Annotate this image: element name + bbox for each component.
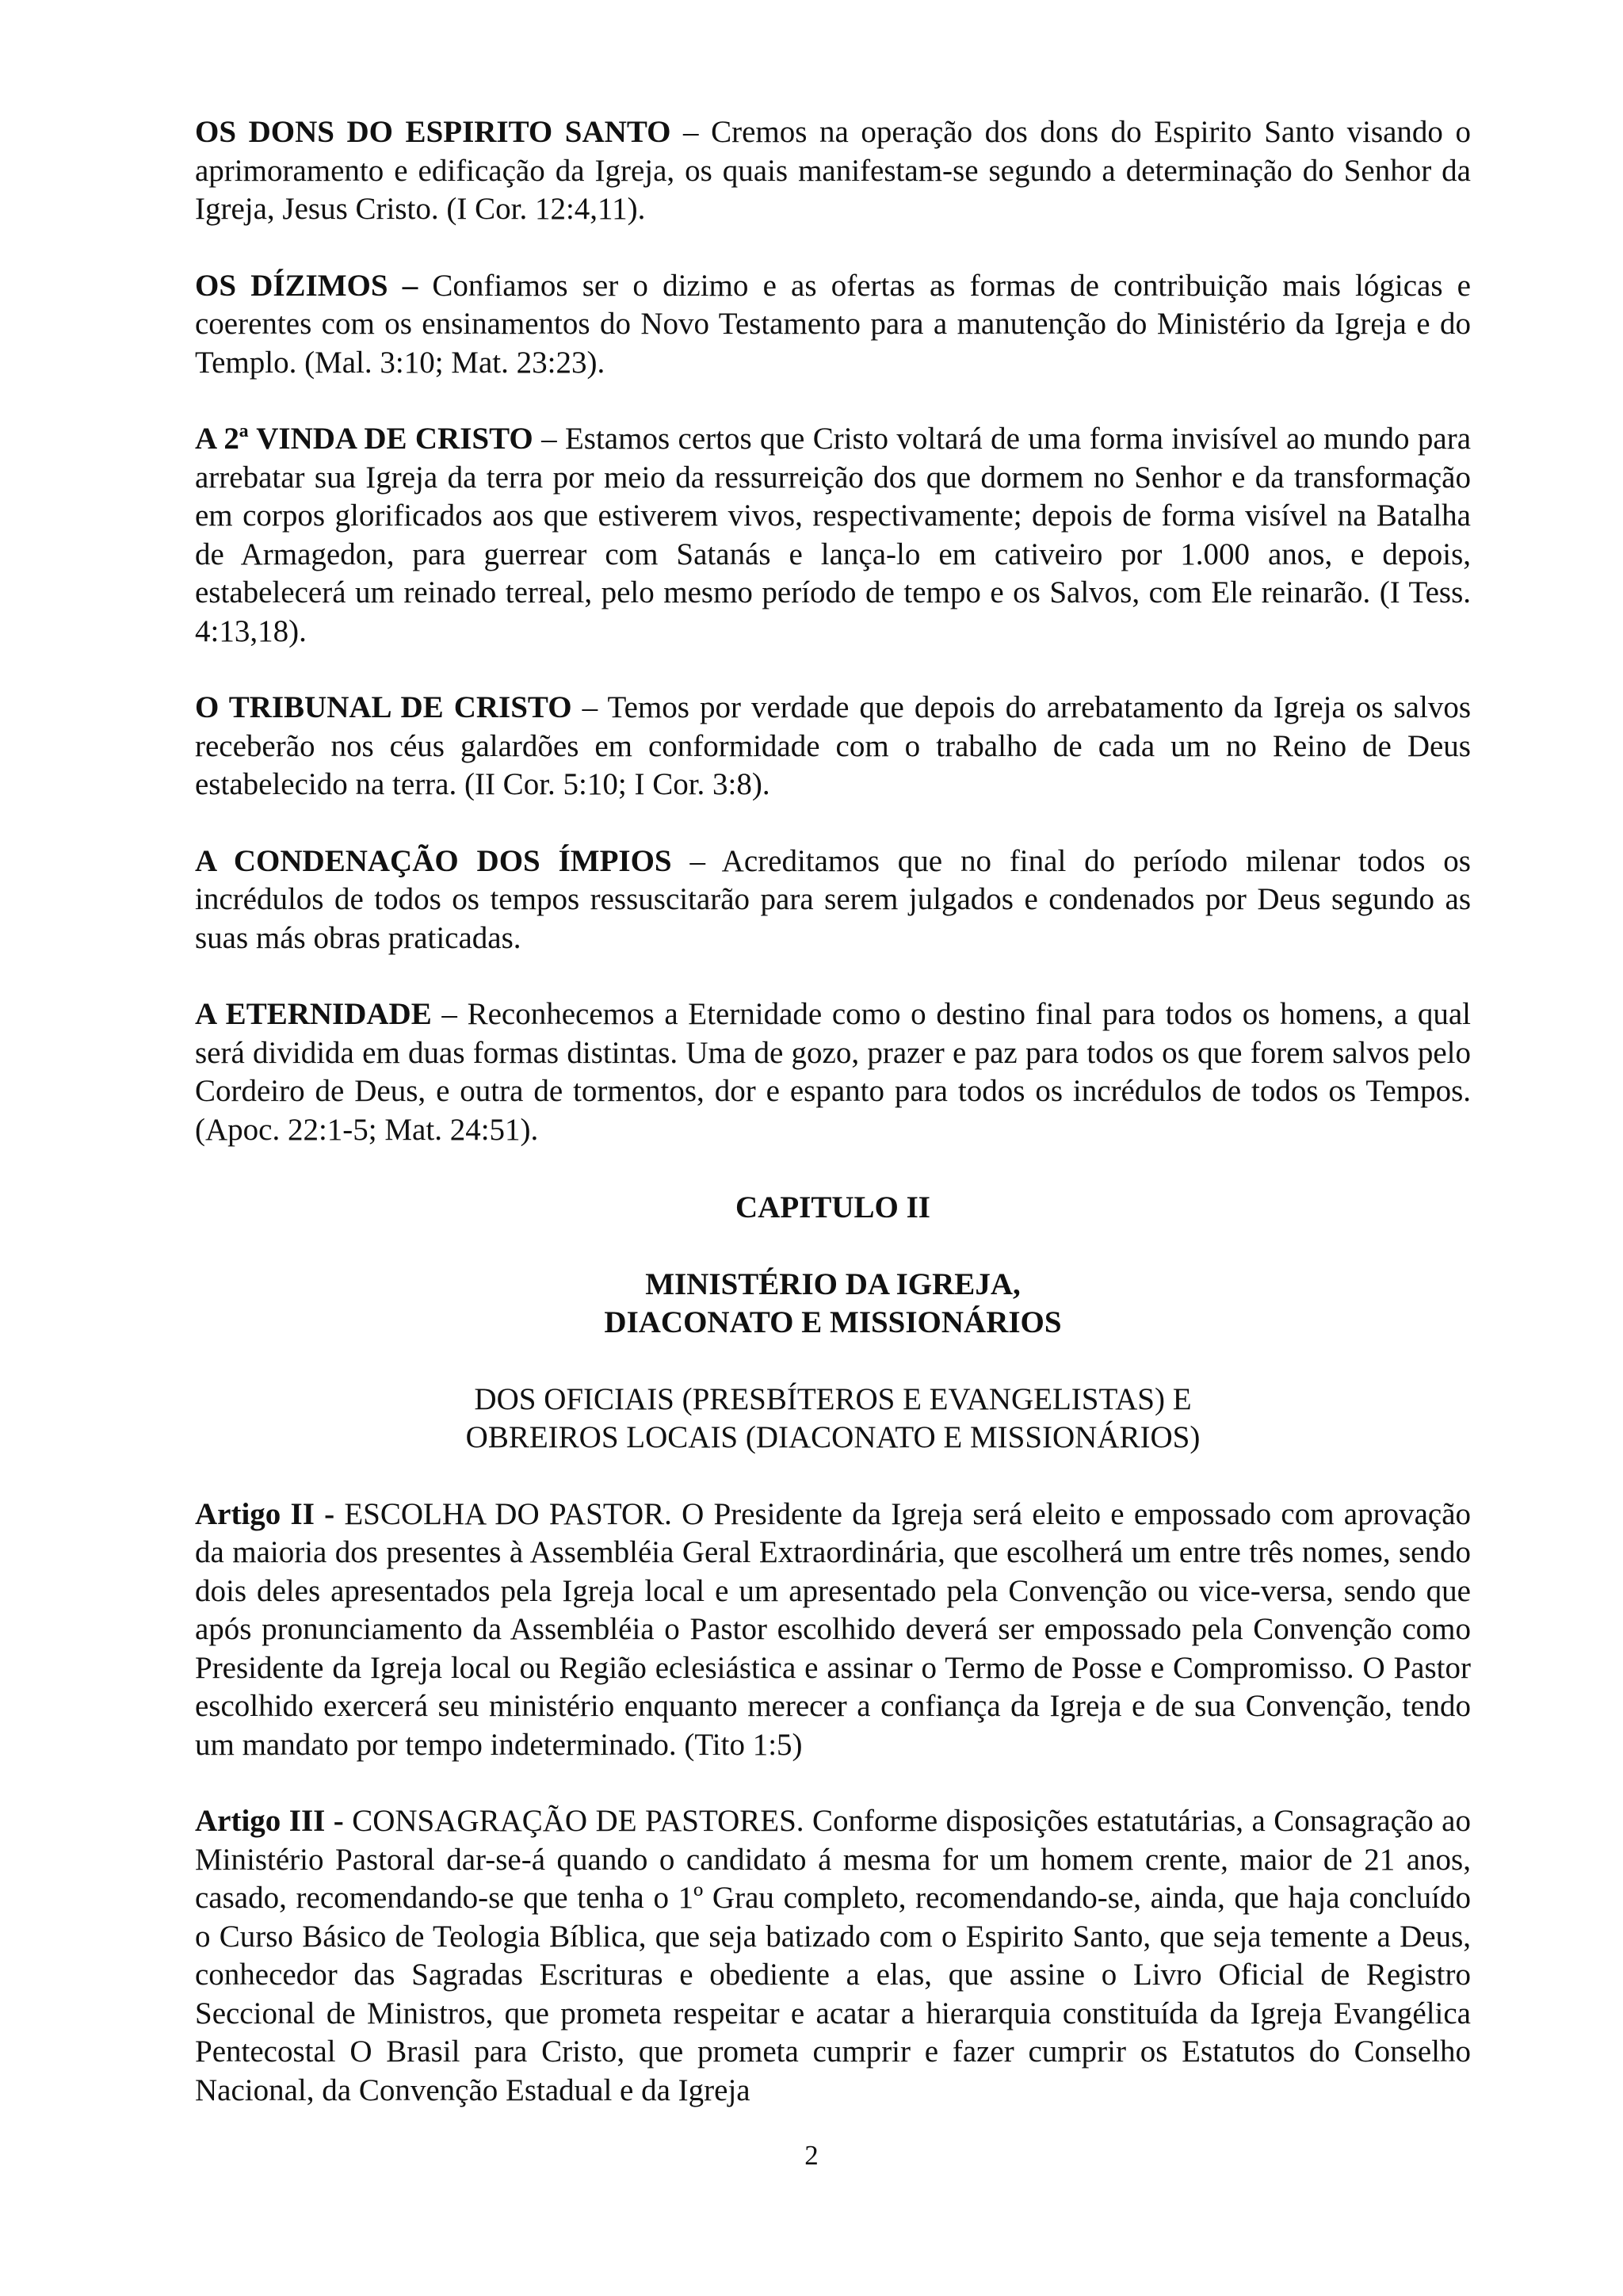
document-page <box>195 113 1471 2148</box>
paragraph-heading: A 2ª VINDA DE CRISTO <box>195 422 533 456</box>
chapter-subtitle-line: MINISTÉRIO DA IGREJA, <box>645 1266 1021 1301</box>
paragraph-body: – Estamos certos que Cristo voltará de uma forma invisível ao mundo para arrebatar sua Igreja da terra por meio da ressurreição dos que dormem no Senhor e da transformação em corpos glorificados aos que estiverem vivos, respectivamente; depois de forma visível na Batalha de Armagedon, para guerrear com Satanás e lança-lo em cativeiro por 1.000 anos, e depois, estabelecerá um reinado terreal, pelo mesmo período de tempo e os Salvos, com Ele reinarão. (I Tess. 4:13,18). <box>195 422 1472 648</box>
paragraph-heading: A ETERNIDADE <box>195 997 432 1031</box>
paragraph-body: Confiamos ser o dizimo e as ofertas as formas de contribuição mais lógicas e coerentes com os ensinamentos do Novo Testamento para a manutenção do Ministério da Igreja e do Templo. (Mal. 3:10; Mat. 23:23). <box>195 268 1471 380</box>
paragraph-dons-espirito-santo <box>195 113 1471 229</box>
chapter-subtitle-line: DIACONATO E MISSIONÁRIOS <box>604 1305 1062 1339</box>
paragraph-body: – Acreditamos que no final do período milenar todos os incrédulos de todos os tempos ressuscitarão para serem julgados e condenados por Deus segundo as suas más obras praticadas. <box>195 843 1471 955</box>
section-heading-line: DOS OFICIAIS (PRESBÍTEROS E EVANGELISTAS) E <box>474 1381 1192 1416</box>
paragraph-heading: OS DÍZIMOS – <box>195 268 418 303</box>
paragraph-body: – Cremos na operação dos dons do Espirito Santo visando o aprimoramento e edificação da Igreja, os quais manifestam-se segundo a determinação do Senhor da Igreja, Jesus Cristo. (I Cor. 12:4,11). <box>195 115 1471 226</box>
article-body: ESCOLHA DO PASTOR. O Presidente da Igreja será eleito e empossado com aprovação da maioria dos presentes à Assembléia Geral Extraordinária, que escolherá um entre três nomes, sendo dois deles apresentados pela Igreja local e um apresentado pela Convenção ou vice-versa, sendo que após pronunciamento da Assembléia o Pastor escolhido deverá ser empossado pela Convenção como Presidente da Igreja local ou Região eclesiástica e assinar o Termo de Posse e Compromisso. O Pastor escolhido exercerá seu ministério enquanto merecer a confiança da Igreja e de sua Convenção, tendo um mandato por tempo indeterminado. (Tito 1:5) <box>195 1496 1472 1762</box>
paragraph-condenacao-impios <box>195 842 1471 958</box>
paragraph-heading: O TRIBUNAL DE CRISTO <box>195 690 572 724</box>
chapter-header <box>195 1189 1471 1457</box>
article-label: Artigo II - <box>195 1496 335 1531</box>
paragraph-body: – Temos por verdade que depois do arrebatamento da Igreja os salvos receberão nos céus galardões em conformidade com o trabalho de cada um no Reino de Deus estabelecido na terra. (II Cor. 5:10; I Cor. 3:8). <box>195 690 1471 801</box>
paragraph-heading: OS DONS DO ESPIRITO SANTO <box>195 115 671 149</box>
article-iii <box>195 1802 1471 2110</box>
paragraph-body: – Reconhecemos a Eternidade como o destino final para todos os homens, a qual será dividida em duas formas distintas. Uma de gozo, prazer e paz para todos os que forem salvos pelo Cordeiro de Deus, e outra de tormentos, dor e espanto para todos os incrédulos de todos os Tempos. (Apoc. 22:1-5; Mat. 24:51). <box>195 997 1471 1147</box>
paragraph-heading: A CONDENAÇÃO DOS ÍMPIOS <box>195 843 672 878</box>
section-heading-line: OBREIROS LOCAIS (DIACONATO E MISSIONÁRIOS) <box>465 1420 1201 1454</box>
page-number: 2 <box>804 2140 819 2171</box>
paragraph-dizimos <box>195 267 1471 383</box>
article-body: CONSAGRAÇÃO DE PASTORES. Conforme disposições estatutárias, a Consagração ao Ministério Pastoral dar-se-á quando o candidato á mesma for um homem crente, maior de 21 anos, casado, recomendando-se que tenha o 1º Grau completo, recomendando-se, ainda, que haja concluído o Curso Básico de Teologia Bíblica, que seja batizado com o Espirito Santo, que seja temente a Deus, conhecedor das Sagradas Escrituras e obediente a elas, que assine o Livro Oficial de Registro Seccional de Ministros, que prometa respeitar e acatar a hierarquia constituída da Igreja Evangélica Pentecostal O Brasil para Cristo, que prometa cumprir e fazer cumprir os Estatutos do Conselho Nacional, da Convenção Estadual e da Igreja <box>195 1804 1471 2107</box>
paragraph-segunda-vinda <box>195 420 1471 651</box>
paragraph-tribunal-cristo <box>195 689 1471 804</box>
article-label: Artigo III - <box>195 1804 344 1838</box>
chapter-subtitle <box>195 1266 1471 1343</box>
paragraph-eternidade <box>195 995 1471 1149</box>
section-heading <box>195 1381 1471 1457</box>
article-ii <box>195 1496 1471 1765</box>
chapter-title: CAPITULO II <box>735 1190 930 1224</box>
